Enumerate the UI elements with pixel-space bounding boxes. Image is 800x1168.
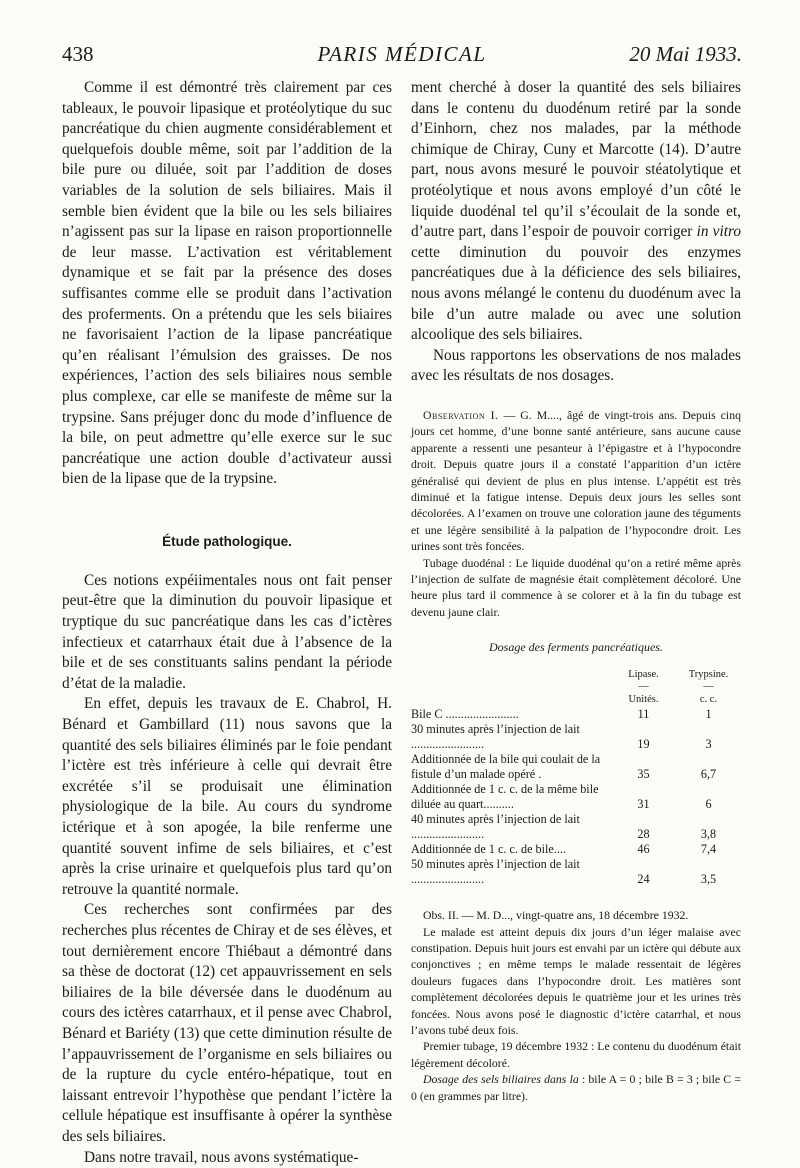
lipase-value: 46 [611, 842, 676, 857]
trypsine-value: 3 [676, 722, 741, 752]
observation-text [411, 407, 741, 555]
lipase-value: 24 [611, 857, 676, 887]
text-run: ment cherché à doser la quantité des sels biliaires dans le contenu du duodénum retiré par la sonde d’Einhorn, chez nos malades, par la méthode chimique de Chiray, Cuny et Marcotte (14). D’autre part, nous avons mesuré le pouvoir stéatolytique et protéolytique et nous avons employé d’un côté le liquide duodénal tel qu’il s’écoulait de la sonde et, d’autre part, dans l’espoir de pouvoir corriger [411, 79, 741, 240]
observation-label: Observation I. [423, 408, 499, 422]
observation-1 [411, 407, 741, 620]
ferments-table [411, 667, 741, 887]
italic-run: in vitro [697, 223, 741, 240]
paragraph: Nous rapportons les observations de nos malades avec les résultats de nos dosages. [411, 346, 741, 387]
tubage-text: Tubage duodénal : Le liquide duodénal qu’on a retiré même après l’injection de sulfate de magnésie était complètement décoloré. Une heure plus tard il commence à se colorer et à la fin du tubage est devenu jaune clair. [411, 555, 741, 621]
section-heading: Étude pathologique. [62, 534, 392, 549]
paragraph: Comme il est démontré très clairement par ces tableaux, le pouvoir lipasique et protéolytique du suc pancréatique du chien augmente considérablement et quelquefois double même, soit par l’addition de la bile pure ou diluée, soit par l’addition de doses variables de la solution de sels biliaires. Mais il semble bien évident que la bile ou les sels biliaires n’agissent pas sur la lipase en raison proportionnelle de leur masse. L’activation est véritablement dynamique et se fait par la présence des doses suffisantes comme elle se produit dans l’activation des proferments. On a prétendu que les sels biiaires ne favorisaient l’action de la lipase pancréatique qu’en réalisant l’émulsion des graisses. De nos expériences, l’action des sels biliaires nous semble plus complexe, car elle se manifeste de même sur la trypsine. Sans préjuger donc du mode d’influence de la bile, on peut admettre qu’elle exerce sur le suc pancréatique une action double d’activateur aussi bien de la lipase que de la trypsine. [62, 78, 392, 490]
journal-title: PARIS MÉDICAL [62, 42, 742, 67]
trypsine-value: 3,8 [676, 812, 741, 842]
issue-date: 20 Mai 1933. [629, 42, 742, 67]
paragraph [411, 78, 741, 346]
dash: — [611, 682, 676, 692]
observation-2 [411, 907, 741, 1104]
lipase-value: 28 [611, 812, 676, 842]
table-title: Dosage des ferments pancréatiques. [411, 640, 741, 655]
row-label: Additionnée de 1 c. c. de bile.... [411, 842, 611, 857]
text-run: : bile A = 0 ; bile B = 3 ; bile C = 0 (en grammes par litre). [411, 1072, 741, 1102]
trypsine-value: 1 [676, 707, 741, 722]
page-header [62, 42, 742, 78]
observation-text: Le malade est atteint depuis dix jours d’un léger malaise avec constipation. Depuis huit jours est envahi par un ictère qui débute aux conjonctives ; en même temps le malade ressentait de légères douleurs fugaces dans l’hypocondre droit. Les matières sont complètement décolorées depuis le quatrième jour et les urines très foncées. Nous avons posé le diagnostic d’ictère catarrhal, et nous l’avons tubé deux fois. [411, 924, 741, 1039]
column-header-trypsine: Trypsine. [689, 669, 729, 680]
row-label: Bile C ........................ [411, 707, 611, 722]
right-column [411, 78, 741, 1104]
table-row [411, 782, 741, 812]
text-run: — G. M...., âgé de vingt-trois ans. Depuis cinq jours cet homme, d’une bonne santé antérieure, sans aucune cause apparente a ressenti une pesanteur à l’épigastre et à l’hypocondre droit. Depuis quatre jours il a constaté l’apparition d’un ictère généralisé qui devient de plus en plus intense. L’appétit est très diminué et la fatigue intense. Depuis deux jours les selles sont décolorées. A l’examen on trouve une coloration jaune des téguments et une légère sensibilité à la palpation de l’hypocondre droit. Les urines sont très foncées. [411, 408, 741, 553]
paragraph: Ces recherches sont confirmées par des recherches plus récentes de Chiray et de ses élèves, et tout dernièrement encore Thiébaut a démontré dans sa thèse de doctorat (12) cet appauvrissement en sels biliaires de la bile déversée dans le duodénum au cours des ictères catarrhaux, et il pense avec Chabrol, Bénard et Bariéty (13) que cette diminution résulte de l’appauvrissement de l’organisme en sels biliaires ou de la rupture du cycle entéro-hépatique, tout en laissant entrevoir l’hypothèse que pendant l’ictère la cellule hépatique est insuffisante à opérer la synthèse des sels biliaires. [62, 900, 392, 1147]
row-label: 40 minutes après l’injection de lait ........................ [411, 812, 611, 842]
observation-text [411, 1071, 741, 1104]
trypsine-value: 6,7 [676, 752, 741, 782]
italic-run: Dosage des sels biliaires dans la [423, 1072, 579, 1086]
dash: — [676, 682, 741, 692]
table-header-cell [611, 667, 676, 692]
paragraph: Dans notre travail, nous avons systématique- [62, 1148, 392, 1168]
lipase-value: 11 [611, 707, 676, 722]
table-header-cell [676, 667, 741, 692]
left-column [62, 78, 392, 1168]
page-number: 438 [62, 42, 94, 67]
observation-text: Premier tubage, 19 décembre 1932 : Le contenu du duodénum était légèrement décoloré. [411, 1038, 741, 1071]
paragraph: En effet, depuis les travaux de E. Chabrol, H. Bénard et Gambillard (11) nous savons que la quantité des sels biliaires éliminés par le foie pendant l’ictère est très inférieure à celle qui devrait être excrétée s’il se produisait une élimination physiologique de la bile. Au cours du syndrome ictérique et à son apogée, la bile renferme une quantité souvent infime de sels biliaires, et c’est après la crise urinaire et quelquefois plus tard qu’on retrouve la quantité normale. [62, 694, 392, 900]
unit-lipase: Unités. [611, 692, 676, 707]
lipase-value: 19 [611, 722, 676, 752]
lipase-value: 35 [611, 752, 676, 782]
row-label: 30 minutes après l’injection de lait ........................ [411, 722, 611, 752]
table-row [411, 752, 741, 782]
table-row [411, 707, 741, 722]
row-label: 50 minutes après l’injection de lait ........................ [411, 857, 611, 887]
table-header-row [411, 667, 741, 692]
table-row [411, 857, 741, 887]
row-label: Additionnée de 1 c. c. de la même bile diluée au quart.......... [411, 782, 611, 812]
trypsine-value: 3,5 [676, 857, 741, 887]
table-cell [411, 692, 611, 707]
trypsine-value: 7,4 [676, 842, 741, 857]
row-label: Additionnée de la bile qui coulait de la fistule d’un malade opéré . [411, 752, 611, 782]
paragraph: Ces notions expéiimentales nous ont fait penser peut-être que la diminution du pouvoir lipasique et tryptique du suc pancréatique dans les cas d’ictères infectieux et catarrhaux était due à l’absence de la bile et de ses constituants salins pendant la période d’état de la maladie. [62, 571, 392, 695]
table-header-cell [411, 667, 611, 692]
observation-heading: Obs. II. — M. D..., vingt-quatre ans, 18 décembre 1932. [411, 907, 741, 923]
table-row [411, 842, 741, 857]
table-units-row [411, 692, 741, 707]
column-header-lipase: Lipase. [628, 669, 659, 680]
text-run: cette diminution du pouvoir des enzymes pancréatiques due à la déficience des sels biliaires, nous avons mélangé le contenu du duodénum avec la bile d’un autre malade ou avec une solution alcoolique des sels biliaires. [411, 244, 741, 343]
lipase-value: 31 [611, 782, 676, 812]
table-row [411, 722, 741, 752]
trypsine-value: 6 [676, 782, 741, 812]
table-row [411, 812, 741, 842]
unit-trypsine: c. c. [676, 692, 741, 707]
